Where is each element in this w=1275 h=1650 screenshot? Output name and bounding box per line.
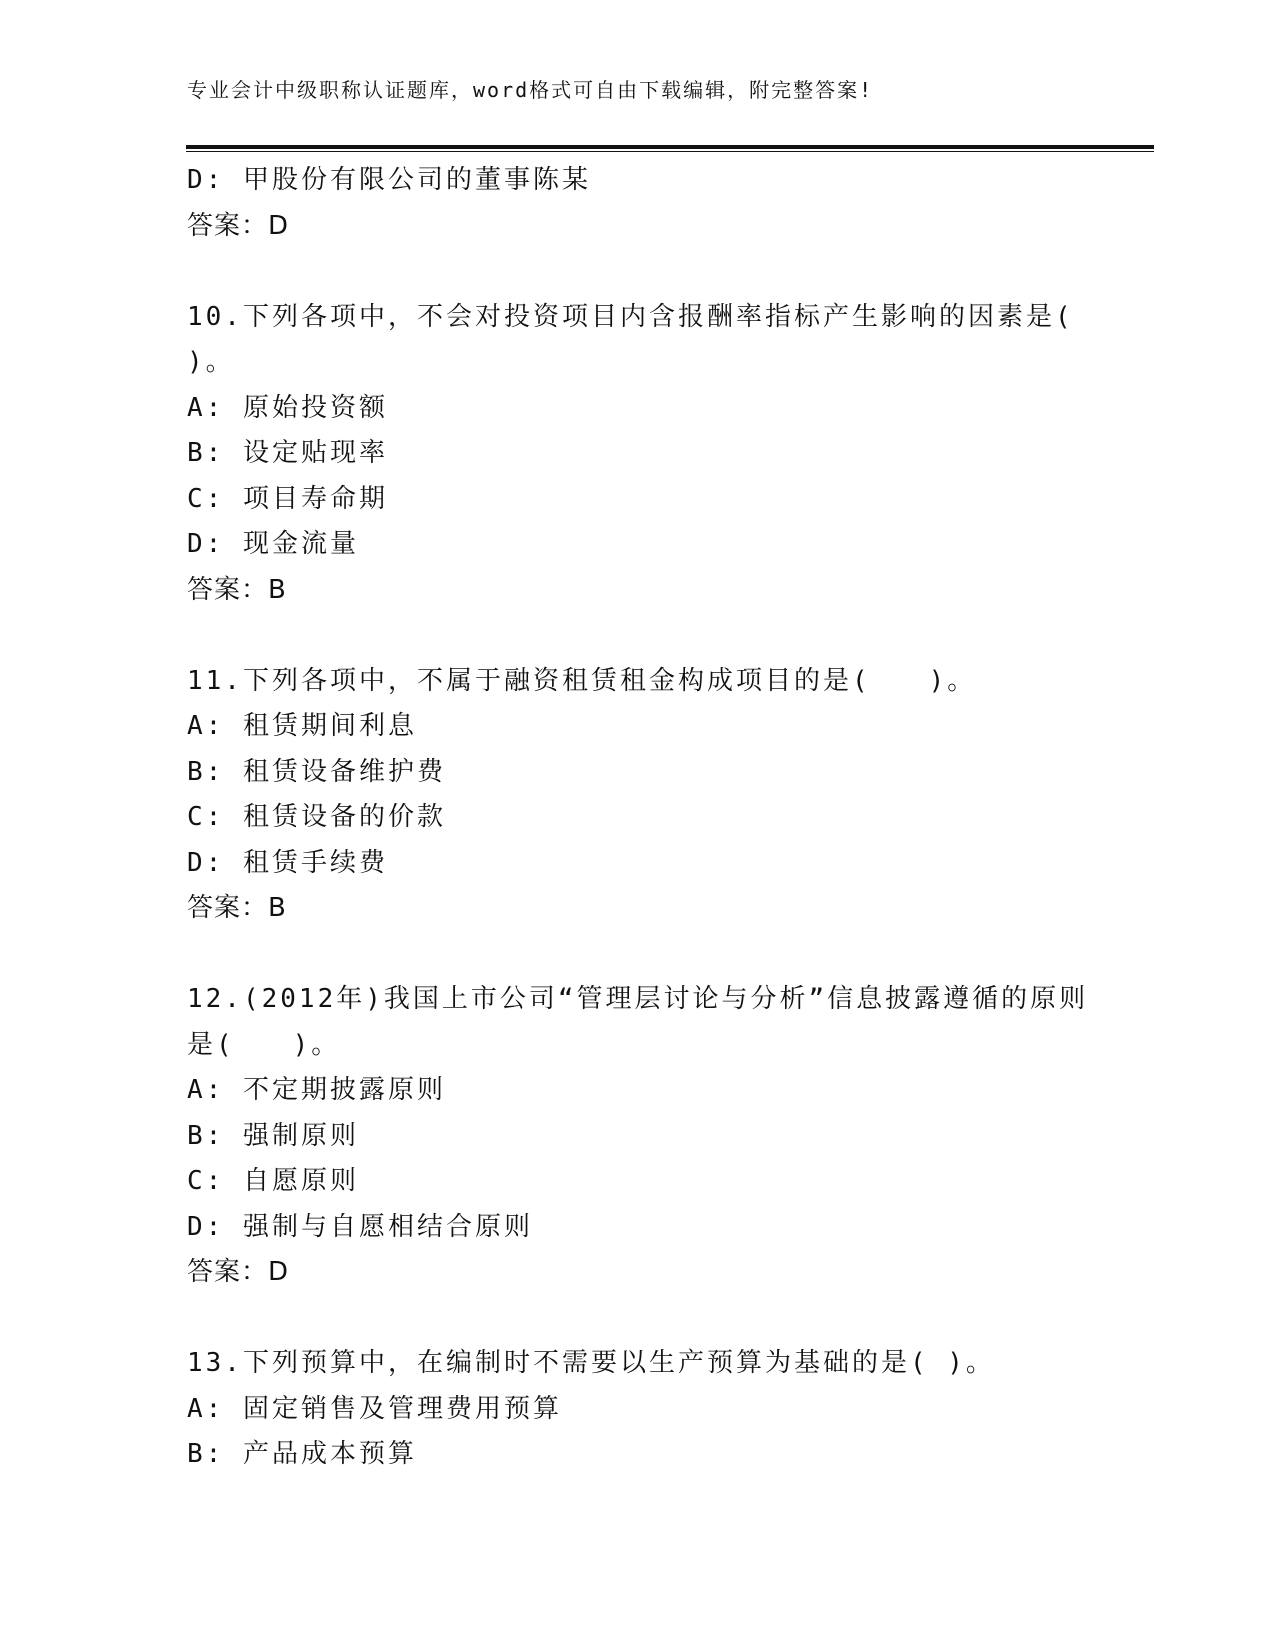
question-stem: 是( )。 bbox=[187, 1029, 341, 1060]
question-10 bbox=[187, 295, 1147, 614]
option-a: A: 租赁期间利息 bbox=[187, 711, 417, 741]
option-a: A: 不定期披露原则 bbox=[187, 1075, 446, 1105]
question-list bbox=[187, 158, 1147, 1478]
option-c: C: 自愿原则 bbox=[187, 1166, 359, 1196]
option-c: C: 项目寿命期 bbox=[187, 483, 388, 514]
option-d: D: 现金流量 bbox=[187, 529, 359, 559]
option-d: D: 租赁手续费 bbox=[187, 847, 388, 878]
question-stem: 10.下列各项中，不会对投资项目内含报酬率指标产生影响的因素是( bbox=[187, 301, 1074, 332]
question-13 bbox=[187, 1341, 1147, 1478]
option-b: B: 设定贴现率 bbox=[187, 438, 388, 468]
page-header: 专业会计中级职称认证题库，word格式可自由下载编辑，附完整答案! bbox=[187, 78, 874, 102]
answer-line: 答案：B bbox=[187, 893, 287, 923]
question-12 bbox=[187, 977, 1147, 1296]
header-rule-thick bbox=[186, 145, 1154, 149]
option-a: A: 原始投资额 bbox=[187, 392, 388, 423]
header-rule-thin bbox=[186, 151, 1154, 152]
option-d: D: 甲股份有限公司的董事陈某 bbox=[187, 165, 591, 195]
answer-line: 答案：D bbox=[187, 210, 290, 241]
option-b: B: 产品成本预算 bbox=[187, 1439, 417, 1469]
question-stem: 11.下列各项中，不属于融资租赁租金构成项目的是( )。 bbox=[187, 665, 977, 696]
answer-line: 答案：D bbox=[187, 1257, 290, 1287]
answer-line: 答案：B bbox=[187, 574, 287, 605]
question-stem: )。 bbox=[187, 347, 235, 377]
option-d: D: 强制与自愿相结合原则 bbox=[187, 1211, 533, 1242]
option-c: C: 租赁设备的价款 bbox=[187, 802, 446, 832]
question-stem: 13.下列预算中，在编制时不需要以生产预算为基础的是( )。 bbox=[187, 1348, 995, 1378]
option-b: B: 强制原则 bbox=[187, 1120, 359, 1151]
option-a: A: 固定销售及管理费用预算 bbox=[187, 1393, 562, 1424]
option-b: B: 租赁设备维护费 bbox=[187, 756, 446, 787]
question-11 bbox=[187, 659, 1147, 932]
question-stem: 12.(2012年)我国上市公司“管理层讨论与分析”信息披露遵循的原则 bbox=[187, 984, 1089, 1014]
